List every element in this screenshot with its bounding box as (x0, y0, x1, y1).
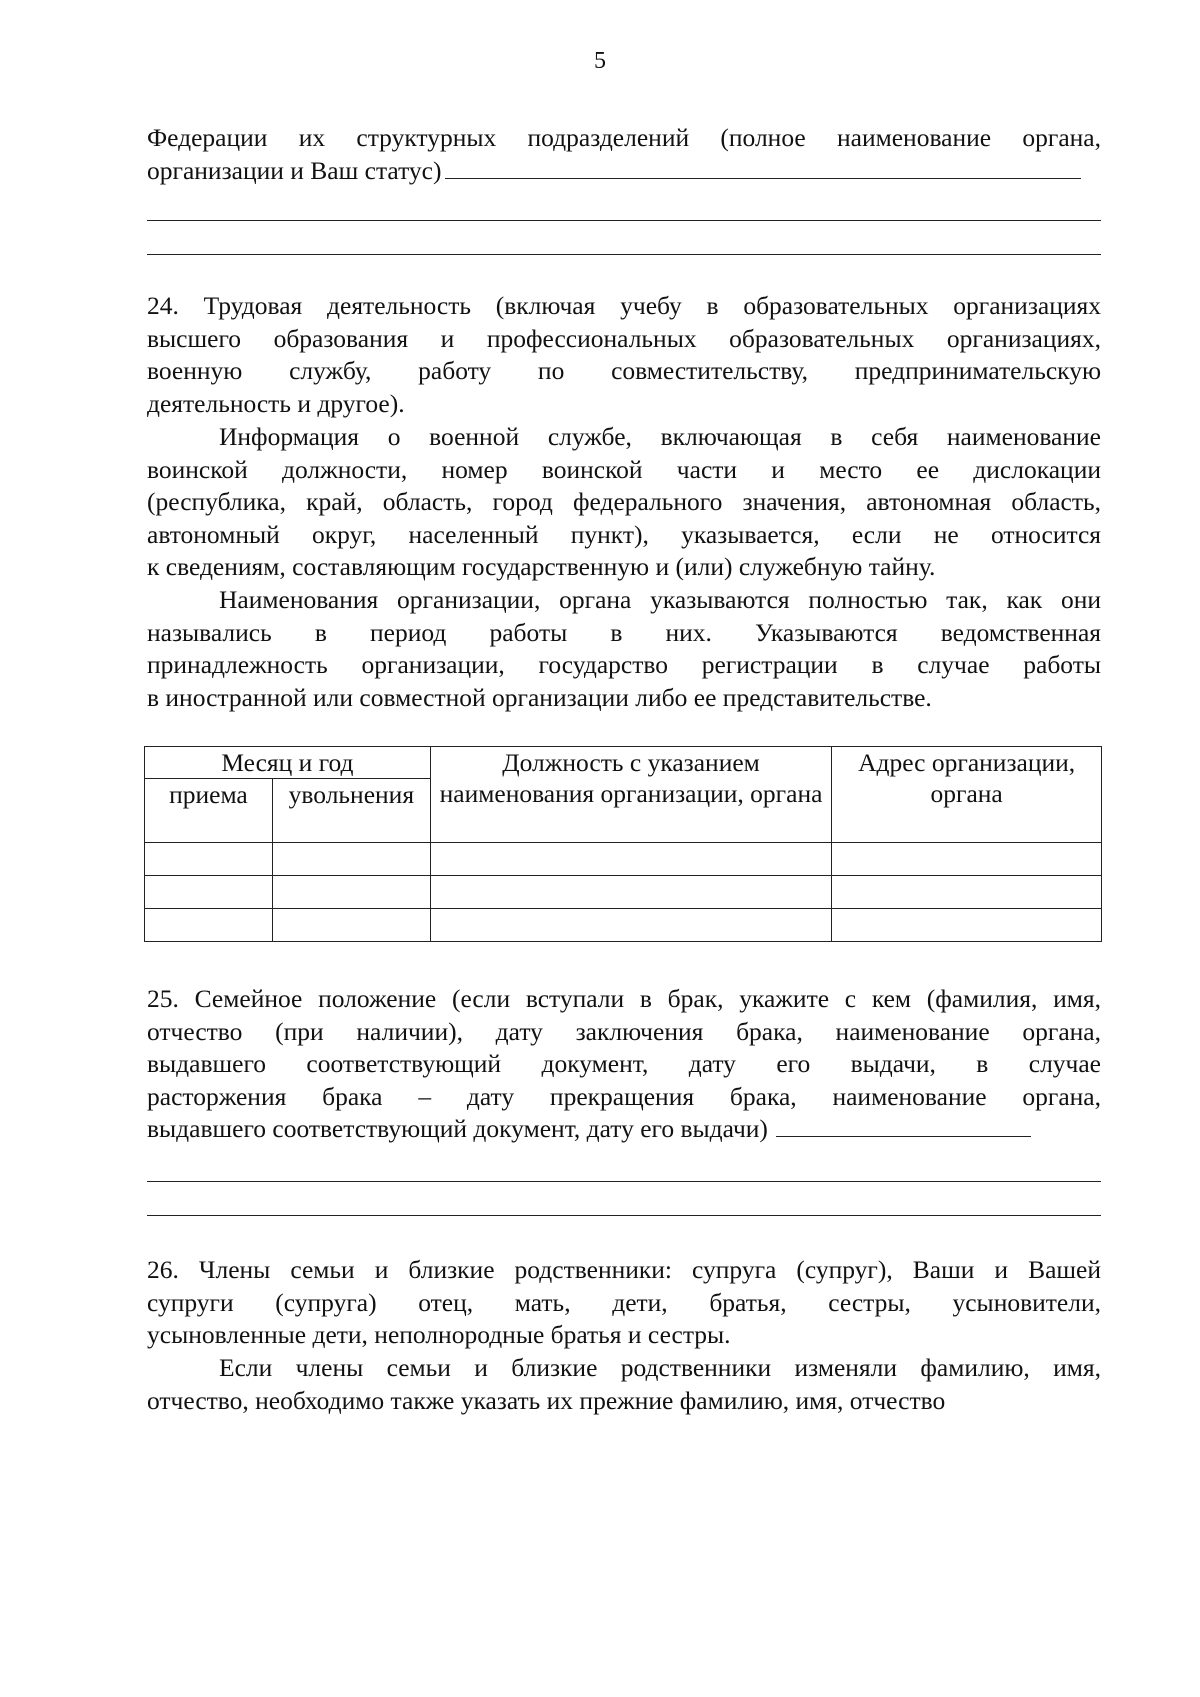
table-row (145, 909, 1102, 942)
section-26-line: усыновленные дети, неполнородные братья и сестры. (147, 1320, 731, 1350)
hire-cell[interactable] (145, 843, 273, 876)
paragraph-line: принадлежность организации, государство регистрации в случае работы (147, 650, 1101, 680)
section-25-line: расторжения брака – дату прекращения брака, наименование органа, (147, 1081, 1101, 1111)
status-input-line[interactable] (445, 177, 1081, 179)
section-24-line: 24. Трудовая деятельность (включая учебу в образовательных организациях (147, 291, 1101, 320)
section-26-heading (147, 1254, 1101, 1352)
paragraph-line: Наименования организации, органа указываются полностью так, как они (219, 585, 1101, 614)
section-26-line: 26. Члены семьи и близкие родственники: супруга (супруг), Ваши и Вашей (147, 1255, 1101, 1284)
section-23-status-line (147, 155, 1101, 188)
marital-status-label: выдавшего соответствующий документ, дату его выдачи) (147, 1114, 768, 1144)
section-23-tail (147, 122, 1101, 187)
paragraph-line: к сведениям, составляющим государственную и (или) служебную тайну. (147, 552, 936, 582)
address-cell[interactable] (832, 843, 1102, 876)
section-25-line: выдавшего соответствующий документ, дату его выдачи, в случае (147, 1049, 1101, 1079)
paragraph-line: в иностранной или совместной организации либо ее представительстве. (147, 682, 932, 712)
name-change-paragraph (147, 1352, 1101, 1417)
section-25-line: 25. Семейное положение (если вступали в брак, укажите с кем (фамилия, имя, (147, 984, 1101, 1013)
header-hire: приема (145, 779, 273, 843)
section-25-line: отчество (при наличии), дату заключения брака, наименование органа, (147, 1016, 1101, 1046)
marital-input-line-2[interactable] (147, 1181, 1101, 1182)
section-24-line: деятельность и другое). (147, 388, 405, 418)
status-input-line-2[interactable] (147, 220, 1101, 221)
work-history-table (144, 746, 1102, 942)
paragraph-line: отчество, необходимо также указать их прежние фамилию, имя, отчество (147, 1385, 946, 1415)
paragraph-line: Если члены семьи и близкие родственники изменяли фамилию, имя, (219, 1353, 1101, 1382)
section-25 (147, 983, 1101, 1146)
table-row (145, 876, 1102, 909)
hire-cell[interactable] (145, 909, 273, 942)
position-cell[interactable] (430, 843, 831, 876)
header-address: Адрес организации, органа (832, 747, 1102, 843)
address-cell[interactable] (832, 876, 1102, 909)
header-dismissal: увольнения (272, 779, 430, 843)
marital-input-line-3[interactable] (147, 1215, 1101, 1216)
hire-cell[interactable] (145, 876, 273, 909)
paragraph-line: Информация о военной службе, включающая в себя наименование (219, 422, 1101, 451)
section-24-heading (147, 290, 1101, 420)
section-23-line: Федерации их структурных подразделений (полное наименование органа, (147, 123, 1101, 152)
dismissal-cell[interactable] (272, 876, 430, 909)
page-number: 5 (594, 48, 606, 74)
header-position: Должность с указанием наименования организации, органа (430, 747, 831, 843)
position-cell[interactable] (430, 909, 831, 942)
marital-input-line[interactable] (776, 1135, 1031, 1137)
paragraph-line: назывались в период работы в них. Указываются ведомственная (147, 617, 1101, 647)
organization-naming-paragraph (147, 584, 1101, 714)
paragraph-line: (республика, край, область, город федерального значения, автономная область, (147, 487, 1101, 517)
dismissal-cell[interactable] (272, 909, 430, 942)
status-input-line-3[interactable] (147, 254, 1101, 255)
paragraph-line: воинской должности, номер воинской части и место ее дислокации (147, 454, 1101, 484)
section-26-line: супруги (супруга) отец, мать, дети, братья, сестры, усыновители, (147, 1287, 1101, 1317)
status-label: организации и Ваш статус) (147, 155, 442, 185)
header-month-year: Месяц и год (145, 747, 431, 779)
table-row (145, 843, 1102, 876)
position-cell[interactable] (430, 876, 831, 909)
section-24-line: высшего образования и профессиональных образовательных организациях, (147, 323, 1101, 353)
section-25-last-line (147, 1113, 1101, 1146)
military-service-paragraph (147, 421, 1101, 584)
dismissal-cell[interactable] (272, 843, 430, 876)
paragraph-line: автономный округ, населенный пункт), указывается, если не относится (147, 519, 1101, 549)
address-cell[interactable] (832, 909, 1102, 942)
section-24-line: военную службу, работу по совместительству, предпринимательскую (147, 356, 1101, 386)
